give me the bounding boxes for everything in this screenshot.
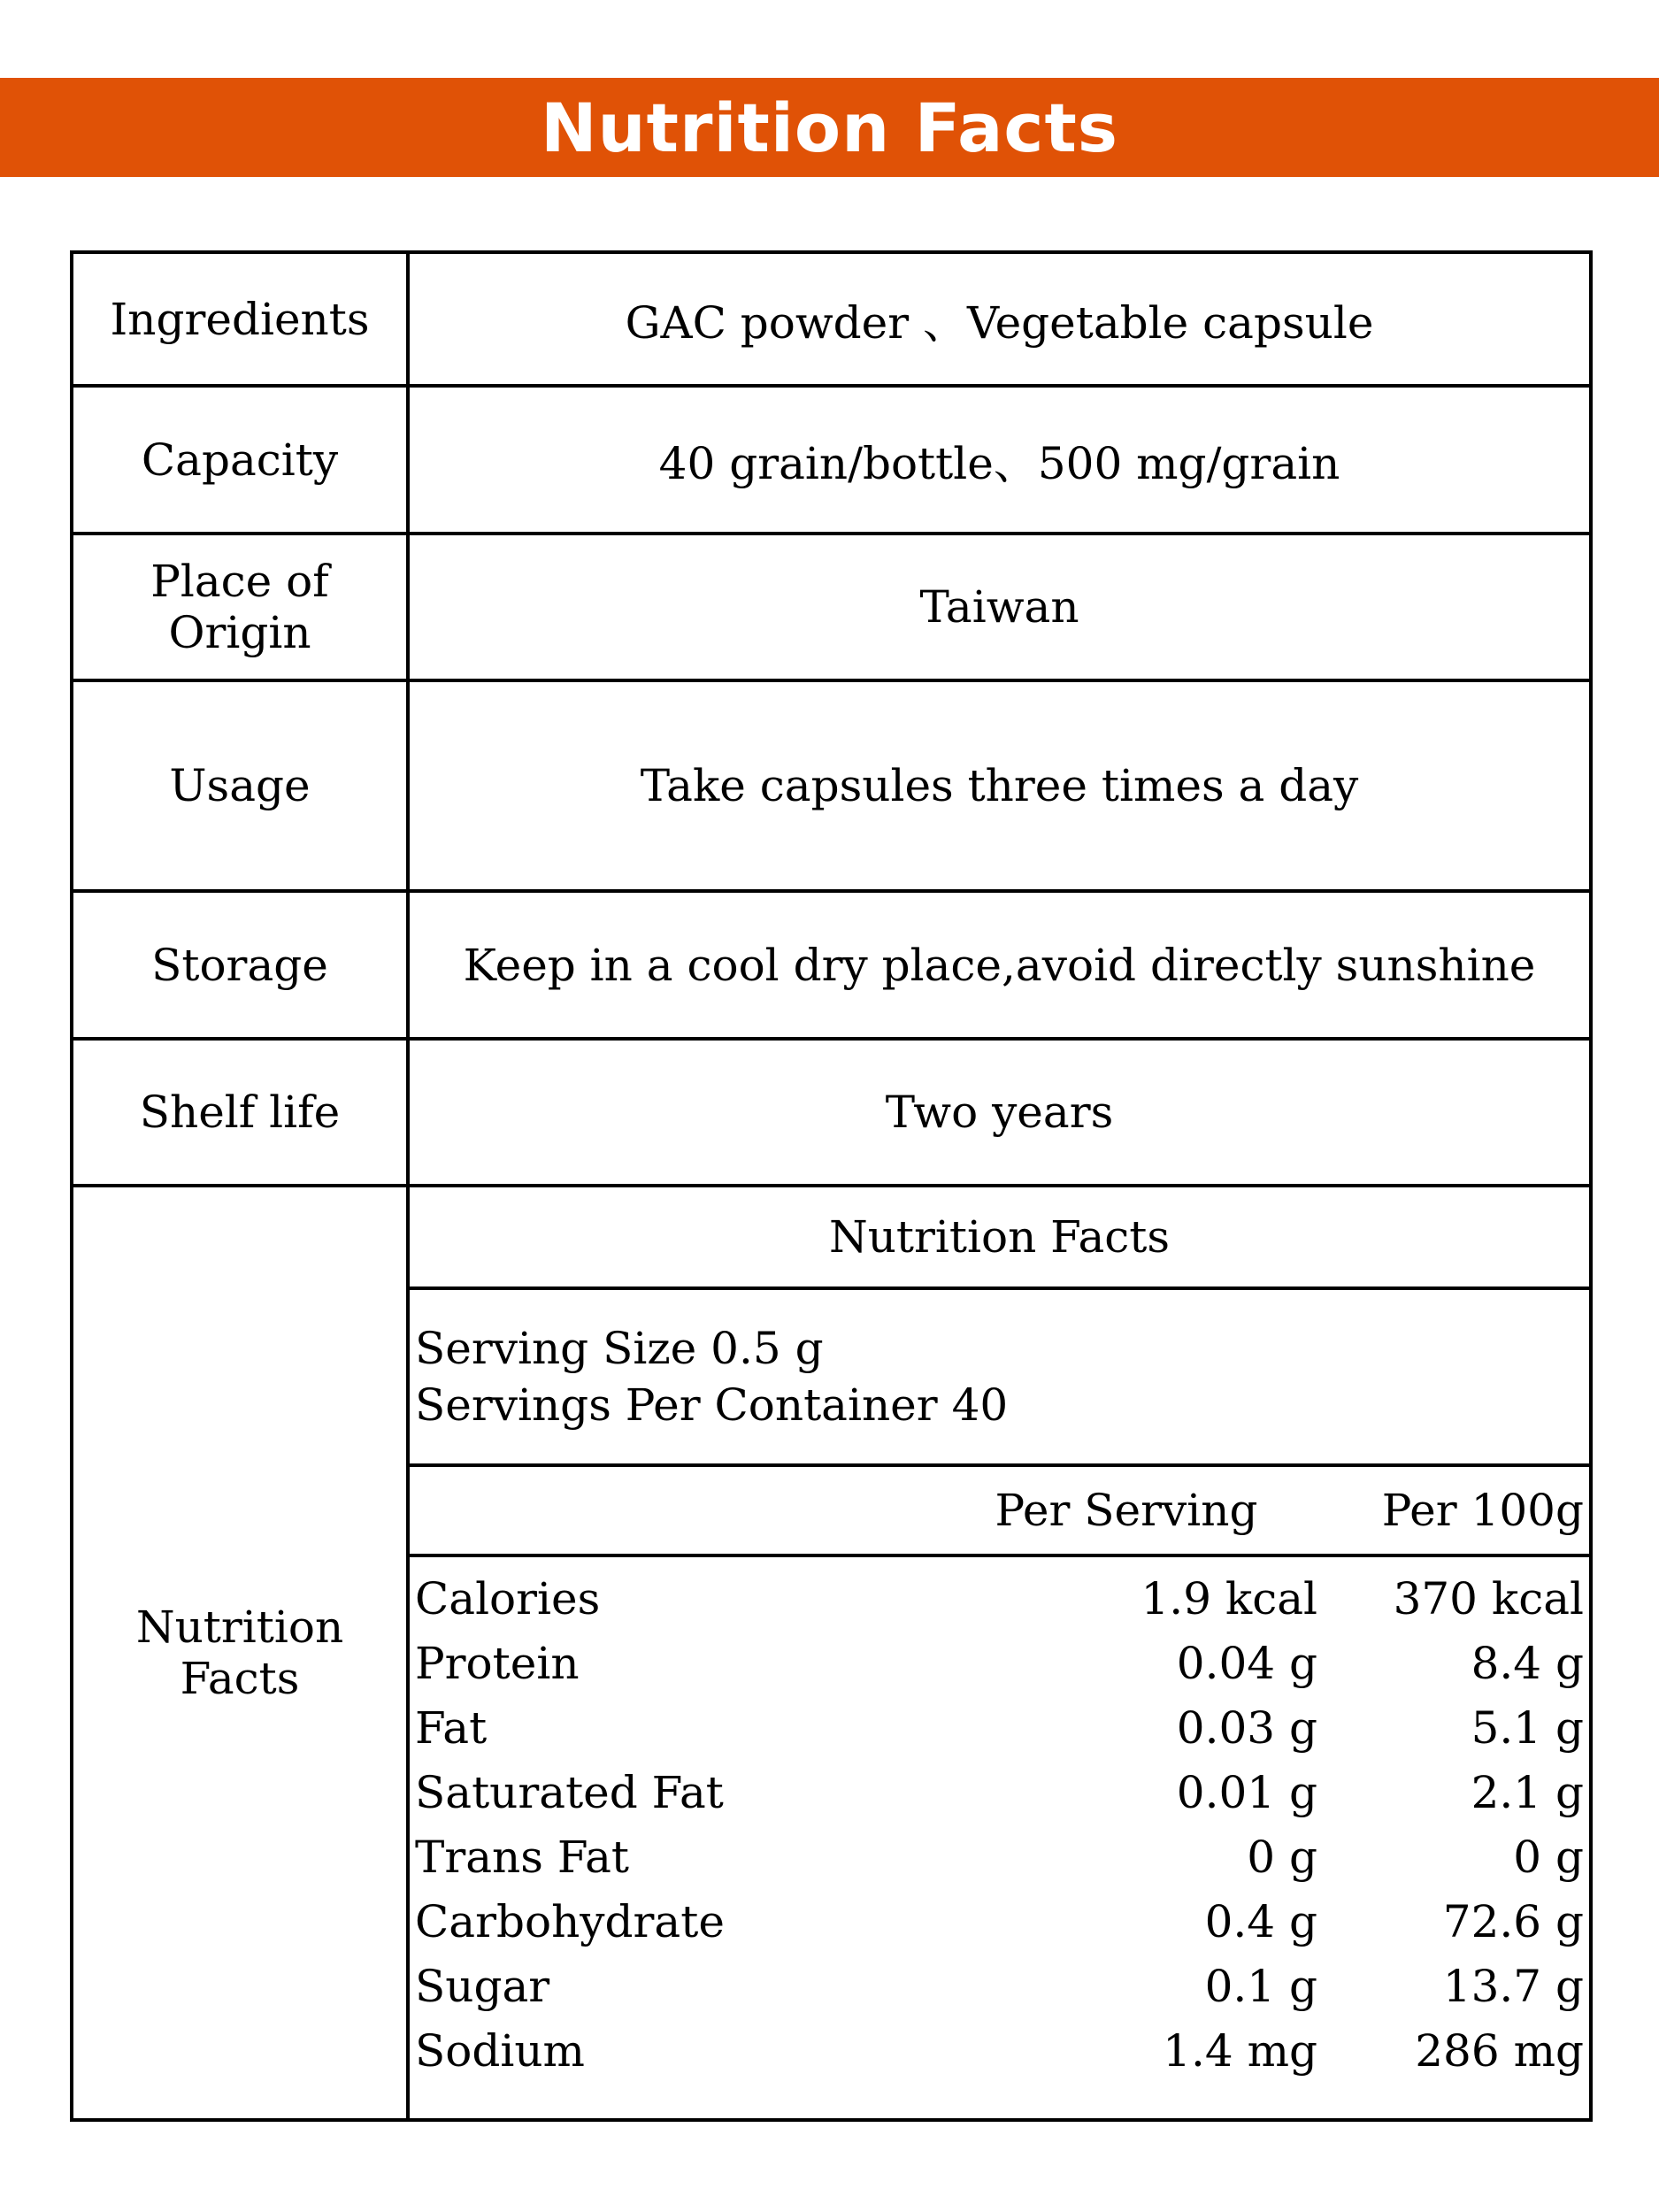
nutrient-list bbox=[410, 1557, 1589, 2118]
nutrient-per-serving: 0.4 g bbox=[1204, 1895, 1317, 1947]
nutrient-per-100g: 0 g bbox=[1513, 1831, 1584, 1883]
nutrient-row-calories bbox=[410, 1566, 1589, 1631]
nutrient-per-100g: 72.6 g bbox=[1442, 1895, 1584, 1947]
title-banner bbox=[0, 78, 1659, 177]
table-row-storage bbox=[72, 891, 1591, 1039]
table-row-nutrition bbox=[72, 1186, 1591, 2120]
table-row-origin bbox=[72, 534, 1591, 680]
shelf-life-value: Two years bbox=[408, 1039, 1591, 1186]
nutrient-name: Sugar bbox=[415, 1960, 550, 2012]
nutrient-row-trans-fat bbox=[410, 1824, 1589, 1889]
capacity-label: Capacity bbox=[72, 386, 408, 534]
nutrient-name: Sodium bbox=[415, 2024, 585, 2077]
per-100g-header: Per 100g bbox=[1381, 1485, 1584, 1536]
per-serving-header: Per Serving bbox=[995, 1485, 1258, 1536]
nutrient-name: Fat bbox=[415, 1701, 488, 1754]
servings-per-container: Servings Per Container 40 bbox=[415, 1379, 1009, 1431]
nutrient-per-serving: 0.04 g bbox=[1176, 1637, 1317, 1689]
usage-label: Usage bbox=[72, 680, 408, 891]
nutrient-per-serving: 0.01 g bbox=[1176, 1766, 1317, 1818]
table-row-usage bbox=[72, 680, 1591, 891]
nutrient-row-sugar bbox=[410, 1954, 1589, 2018]
nutrient-per-100g: 13.7 g bbox=[1442, 1960, 1584, 2012]
nutrient-per-100g: 5.1 g bbox=[1471, 1701, 1584, 1754]
capacity-value: 40 grain/bottle、500 mg/grain bbox=[408, 386, 1591, 534]
nutrient-per-100g: 2.1 g bbox=[1471, 1766, 1584, 1818]
table-row-ingredients bbox=[72, 252, 1591, 386]
storage-label: Storage bbox=[72, 891, 408, 1039]
product-spec-table bbox=[70, 250, 1593, 2122]
ingredients-label: Ingredients bbox=[72, 252, 408, 386]
shelf-life-label: Shelf life bbox=[72, 1039, 408, 1186]
table-row-shelf-life bbox=[72, 1039, 1591, 1186]
nutrient-row-fat bbox=[410, 1695, 1589, 1760]
nutrient-row-sodium bbox=[410, 2018, 1589, 2083]
nutrient-per-serving: 1.9 kcal bbox=[1141, 1572, 1317, 1624]
nutrition-header: Nutrition Facts bbox=[410, 1187, 1589, 1290]
nutrient-per-100g: 370 kcal bbox=[1393, 1572, 1584, 1624]
nutrition-panel bbox=[408, 1186, 1591, 2120]
nutrient-name: Trans Fat bbox=[415, 1831, 630, 1883]
nutrient-per-serving: 0.03 g bbox=[1176, 1701, 1317, 1754]
nutrient-name: Saturated Fat bbox=[415, 1766, 724, 1818]
nutrient-per-serving: 0.1 g bbox=[1204, 1960, 1317, 2012]
storage-value: Keep in a cool dry place,avoid directly sunshine bbox=[408, 891, 1591, 1039]
nutrient-name: Calories bbox=[415, 1572, 601, 1624]
nutrient-row-protein bbox=[410, 1631, 1589, 1695]
nutrition-column-headers bbox=[410, 1467, 1589, 1557]
origin-label: Place of Origin bbox=[72, 534, 408, 680]
nutrient-per-serving: 0 g bbox=[1247, 1831, 1317, 1883]
nutrient-name: Carbohydrate bbox=[415, 1895, 725, 1947]
nutrient-row-saturated-fat bbox=[410, 1760, 1589, 1824]
nutrient-name: Protein bbox=[415, 1637, 580, 1689]
origin-value: Taiwan bbox=[408, 534, 1591, 680]
usage-value: Take capsules three times a day bbox=[408, 680, 1591, 891]
serving-info bbox=[410, 1290, 1589, 1467]
nutrient-row-carbohydrate bbox=[410, 1889, 1589, 1954]
nutrient-per-100g: 286 mg bbox=[1415, 2024, 1584, 2077]
nutrient-per-100g: 8.4 g bbox=[1471, 1637, 1584, 1689]
page-title: Nutrition Facts bbox=[540, 88, 1119, 167]
ingredients-value: GAC powder 、Vegetable capsule bbox=[408, 252, 1591, 386]
table-row-capacity bbox=[72, 386, 1591, 534]
serving-size: Serving Size 0.5 g bbox=[415, 1323, 824, 1374]
nutrition-label: Nutrition Facts bbox=[72, 1186, 408, 2120]
nutrient-per-serving: 1.4 mg bbox=[1163, 2024, 1317, 2077]
